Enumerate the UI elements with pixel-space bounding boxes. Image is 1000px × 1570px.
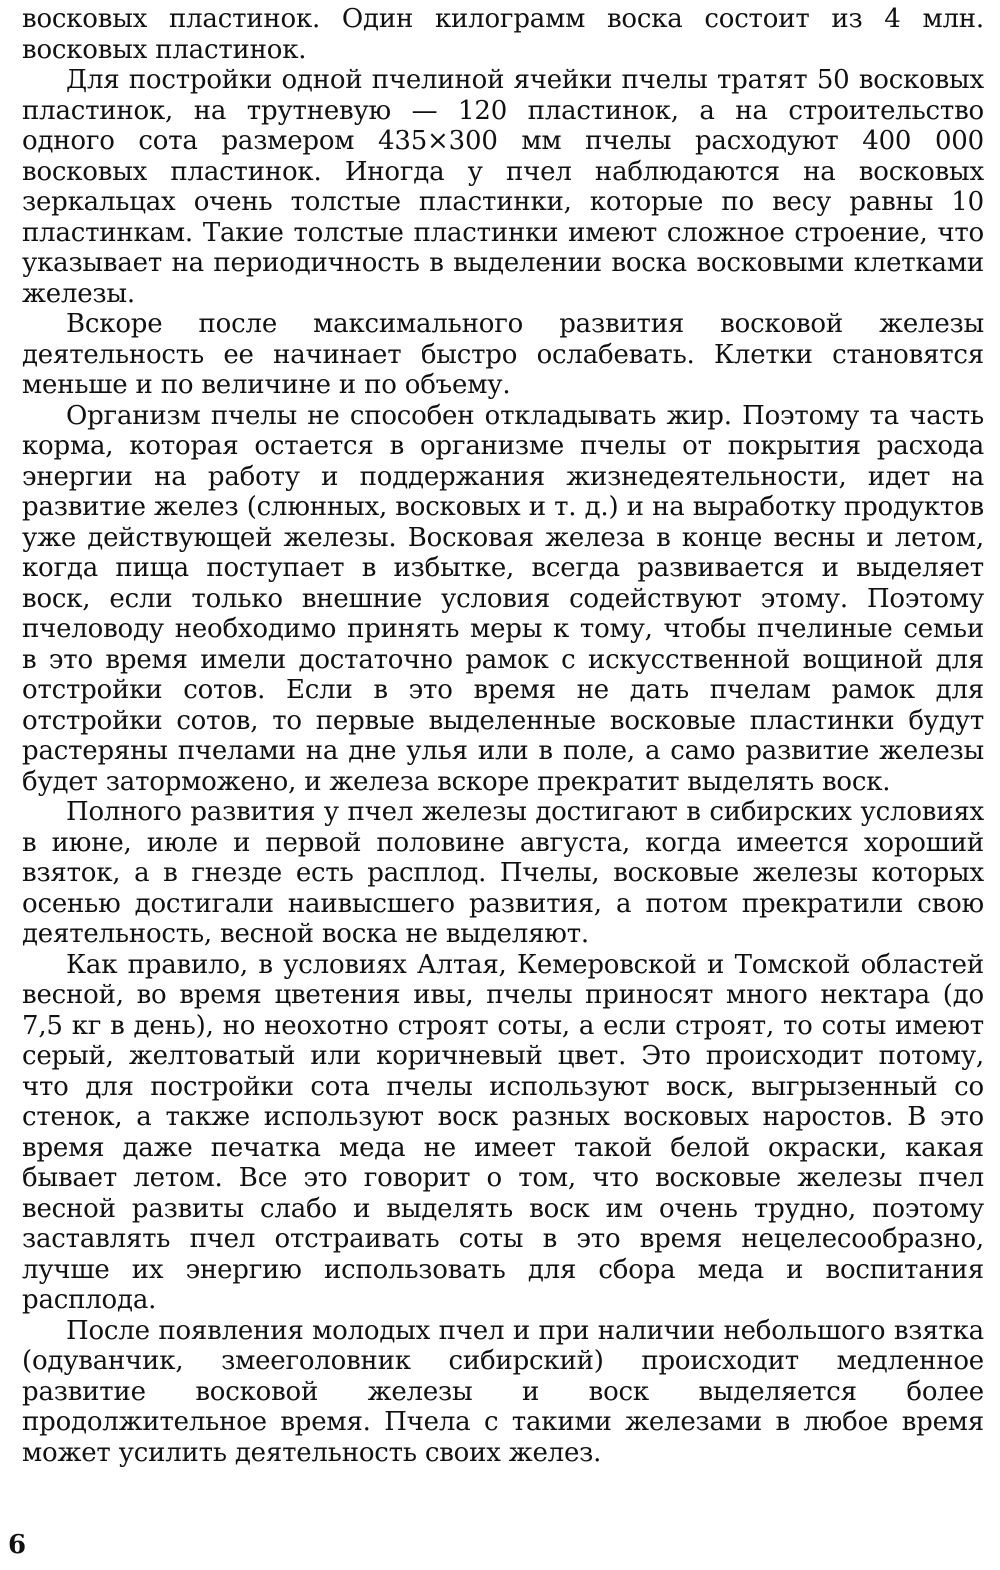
paragraph-5: Полного развития у пчел железы достигают в сибирских условиях в июне, июле и первой половине августа, когда имеется хороший взяток, а в гнезде есть расплод. Пчелы, восковые железы которых осенью достигали наивысшего развития, а потом прекратили свою деятельность, весной воска не выделяют.: [22, 797, 984, 949]
paragraph-3: Вскоре после максимального развития восковой железы деятельность ее начинает быстро ослабевать. Клетки становятся меньше и по величине и по объему.: [22, 309, 984, 400]
paragraph-2: Для постройки одной пчелиной ячейки пчелы тратят 50 восковых пластинок, на трутневую — 120 пластинок, а на строительство одного сота размером 435×300 мм пчелы расходуют 400 000 восковых пластинок. Иногда у пчел наблюдаются на восковых зеркальцах очень толстые пластинки, которые по весу равны 10 пластинкам. Такие толстые пластинки имеют сложное строение, что указывает на периодичность в выделении воска восковыми клетками железы.: [22, 65, 984, 309]
page-number: 6: [8, 1530, 27, 1560]
page-text: [22, 4, 984, 1468]
paragraph-4: Организм пчелы не способен откладывать жир. Поэтому та часть корма, которая остается в организме пчелы от покрытия расхода энергии на работу и поддержания жизнедеятельности, идет на развитие желез (слюнных, восковых и т. д.) и на выработку продуктов уже действующей железы. Восковая железа в конце весны и летом, когда пища поступает в избытке, всегда развивается и выделяет воск, если только внешние условия содействуют этому. Поэтому пчеловоду необходимо принять меры к тому, чтобы пчелиные семьи в это время имели достаточно рамок с искусственной вощиной для отстройки сотов. Если в это время не дать пчелам рамок для отстройки сотов, то первые выделенные восковые пластинки будут растеряны пчелами на дне улья или в поле, а само развитие железы будет заторможено, и железа вскоре прекратит выделять воск.: [22, 400, 984, 797]
paragraph-7: После появления молодых пчел и при наличии небольшого взятка (одуванчик, змееголовник сибирский) происходит медленное развитие восковой железы и воск выделяется более продолжительное время. Пчела с такими железами в любое время может усилить деятельность своих желез.: [22, 1315, 984, 1468]
paragraph-1: восковых пластинок. Один килограмм воска состоит из 4 млн. восковых пластинок.: [22, 4, 984, 65]
paragraph-6: Как правило, в условиях Алтая, Кемеровской и Томской областей весной, во время цветения ивы, пчелы приносят много нектара (до 7,5 кг в день), но неохотно строят соты, а если строят, то соты имеют серый, желтоватый или коричневый цвет. Это происходит потому, что для постройки сота пчелы используют воск, выгрызенный со стенок, а также используют воск разных восковых наростов. В это время даже печатка меда не имеет такой белой окраски, какая бывает летом. Все это говорит о том, что восковые железы пчел весной развиты слабо и выделять воск им очень трудно, поэтому заставлять пчел отстраивать соты в это время нецелесообразно, лучше их энергию использовать для сбора меда и воспитания расплода.: [22, 949, 984, 1315]
